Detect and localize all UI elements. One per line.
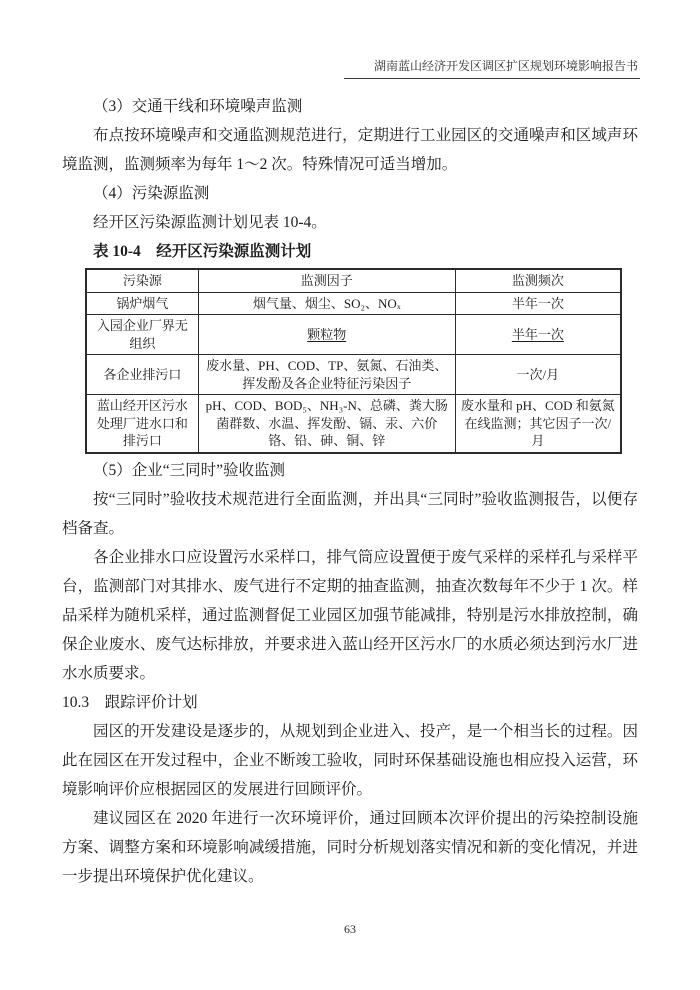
table-cell: 各企业排污口 [86,355,198,395]
page-content [62,92,638,891]
table-cell: 废水量和 pH、COD 和氨氮在线监测；其它因子一次/月 [455,395,621,453]
section-10-3-paragraph-2: 建议园区在 2020 年进行一次环境评价，通过回顾本次评价提出的污染控制设施方案、调整方案和环境影响减缓措施，同时分析规划落实情况和新的变化情况，并进一步提出环境保护优化建议。 [62,809,638,885]
section-3-heading: （3）交通干线和环境噪声监测 [93,98,303,115]
table-cell: 锅炉烟气 [86,292,198,315]
running-header: 湖南蓝山经济开发区调区扩区规划环境影响报告书 [344,56,640,79]
section-4-paragraph: 经开区污染源监测计划见表 10-4。 [93,214,327,231]
section-5-heading: （5）企业“三同时”验收监测 [93,461,286,479]
table-body [86,292,621,453]
table-cell: 入园企业厂界无组织 [86,315,198,355]
table-cell: 半年一次 [455,292,621,315]
table-cell: 蓝山经开区污水处理厂进水口和排污口 [86,395,198,453]
table-cell: 一次/月 [455,355,621,395]
table-row [86,395,621,453]
table-cell: 烟气量、烟尘、SO₂、NOₓ [198,292,455,315]
section-10-3-paragraph-1: 园区的开发建设是逐步的，从规划到企业进入、投产，是一个相当长的过程。因此在园区在开发过程中，企业不断竣工验收，同时环保基础设施也相应投入运营，环境影响评价应根据园区的发展进行回顾评价。 [62,722,638,798]
column-header-frequency: 监测频次 [455,269,621,292]
table-row [86,355,621,395]
page-number: 63 [344,922,356,936]
column-header-source: 污染源 [86,269,198,292]
table-cell: 废水量、PH、COD、TP、氨氮、石油类、挥发酚及各企业特征污染因子 [198,355,455,395]
column-header-factors: 监测因子 [198,269,455,292]
section-4-heading: （4）污染源监测 [93,185,210,202]
table-cell: 半年一次 [455,315,621,355]
table-row [86,315,621,355]
section-10-3-heading: 10.3 跟踪评价计划 [62,693,198,711]
table-header-row [86,269,621,292]
section-5-paragraph-2: 各企业排水口应设置污水采样口，排气筒应设置便于废气采样的采样孔与采样平台，监测部门对其排水、废气进行不定期的抽查监测，抽查次数每年不少于 1 次。样品采样为随机采样，通过监测督促工业园区加强节能减排，特别是污水排放控制，确保企业废水、废气达标排放，并要求进入蓝山经开区污水厂的水质必须达到污水厂进水水质要求。 [62,548,638,682]
table-row [86,292,621,315]
table-cell: pH、COD、BOD₅、NH₃-N、总磷、粪大肠菌群数、水温、挥发酚、镉、汞、六价铬、铅、砷、铜、锌 [198,395,455,453]
pollution-source-monitoring-table [85,268,622,454]
section-3-paragraph: 布点按环境噪声和交通监测规范进行，定期进行工业园区的交通噪声和区域声环境监测，监测频率为每年 1～2 次。特殊情况可适当增加。 [62,127,638,173]
table-caption: 表 10-4 经开区污染源监测计划 [93,243,312,260]
table-cell: 颗粒物 [198,315,455,355]
section-5-paragraph-1: 按“三同时”验收技术规范进行全面监测，并出具“三同时”验收监测报告，以便存档备查。 [62,490,638,537]
